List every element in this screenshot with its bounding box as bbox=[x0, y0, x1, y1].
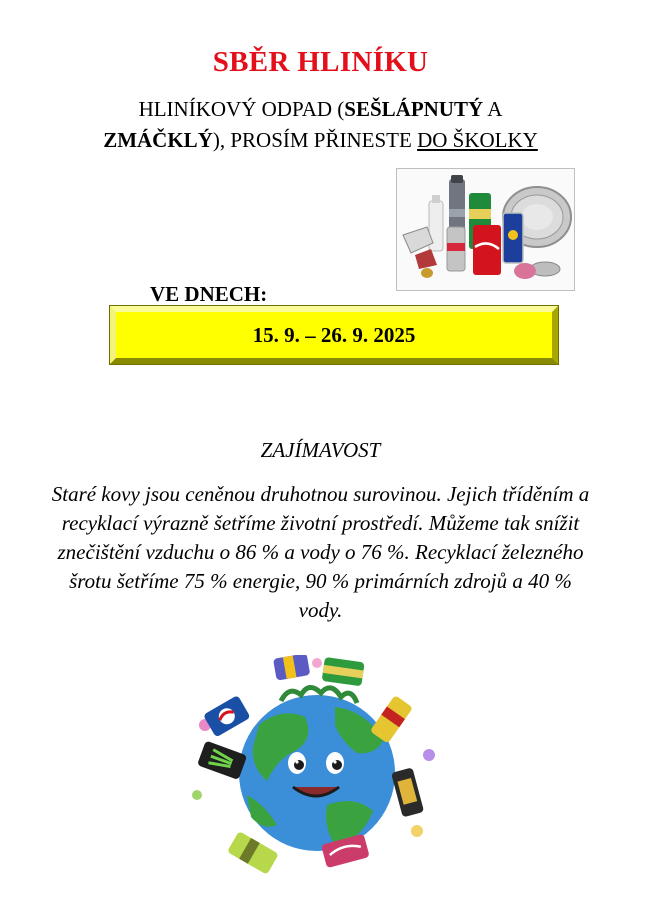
date-box bbox=[110, 306, 558, 364]
subtitle-bold-1: SEŠLÁPNUTÝ bbox=[344, 97, 484, 121]
days-label: VE DNECH: bbox=[150, 282, 268, 306]
subtitle-bold-2: ZMÁČKLÝ bbox=[103, 128, 213, 152]
subtitle-part-2: A bbox=[483, 97, 503, 121]
poster-subtitle bbox=[60, 94, 581, 156]
fact-title: ZAJÍMAVOST bbox=[260, 438, 381, 462]
fact-text: Staré kovy jsou ceněnou druhotnou surovinou. Jejich tříděním a recyklací výrazně šetříme životní prostředí. Můžeme tak snížit znečištění vzduchu o 86 % a vody o 76 %. Recyklací železného šrotu šetříme 75 % energie, 90 % primárních zdrojů a 40 % vody. bbox=[51, 482, 590, 622]
cans-photo-graphic bbox=[397, 169, 574, 290]
earth-with-cans-graphic bbox=[185, 655, 445, 885]
poster-title: SBĚR HLINÍKU bbox=[212, 46, 429, 78]
subtitle-underlined: DO ŠKOLKY bbox=[417, 128, 538, 152]
date-range: 15. 9. – 26. 9. 2025 bbox=[252, 322, 416, 347]
aluminium-cans-photo bbox=[396, 168, 575, 291]
earth-illustration bbox=[185, 655, 445, 885]
subtitle-part-3: ), PROSÍM PŘINESTE bbox=[212, 128, 418, 152]
subtitle-part-1: HLINÍKOVÝ ODPAD ( bbox=[138, 97, 345, 121]
